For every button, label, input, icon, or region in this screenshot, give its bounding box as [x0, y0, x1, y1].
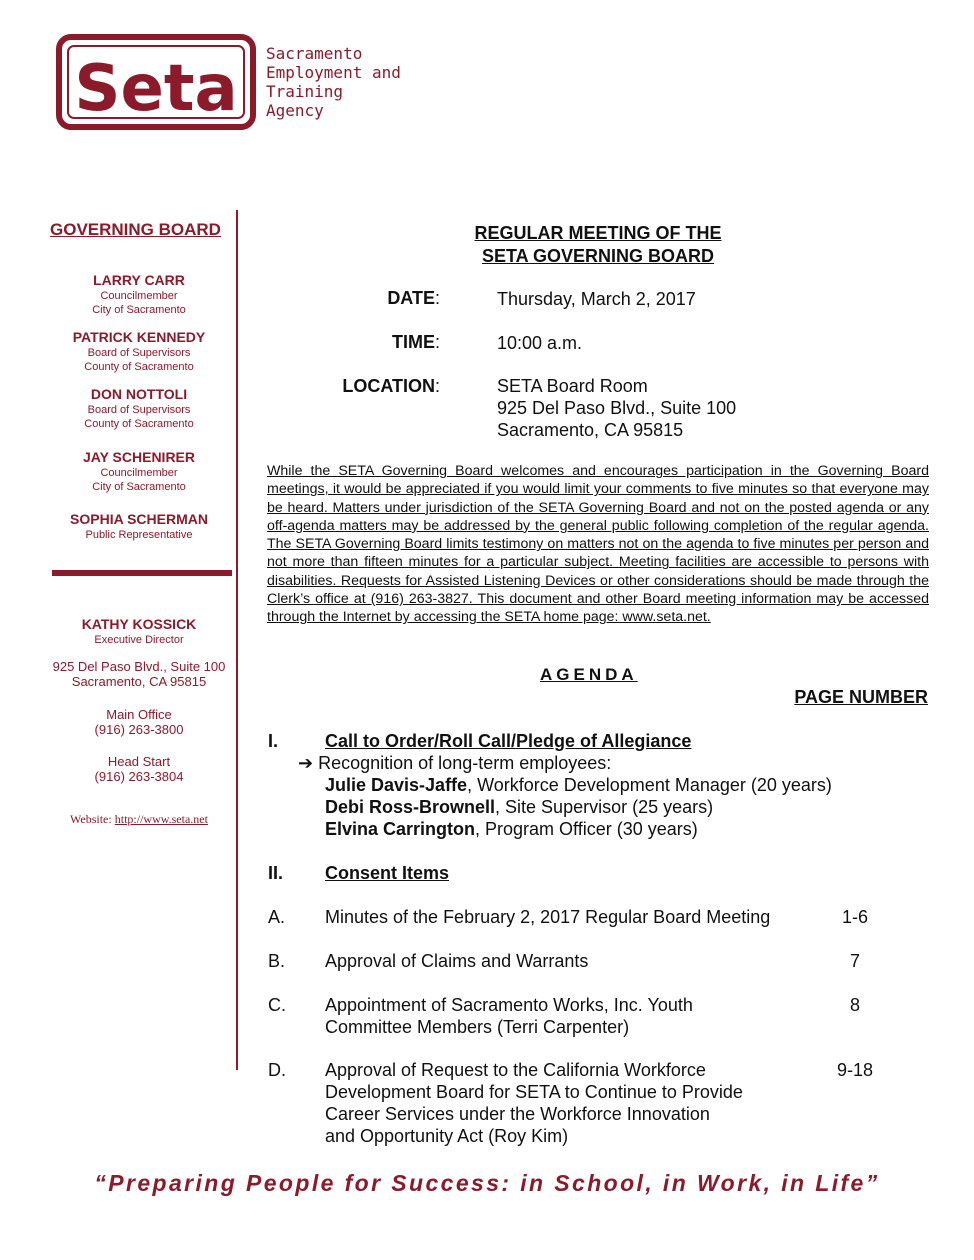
seta-logo — [56, 34, 256, 130]
employee-detail: , Program Officer (30 years) — [475, 819, 698, 839]
logo-mark: Seta — [74, 52, 238, 126]
location-value — [497, 375, 736, 441]
director-name: KATHY KOSSICK — [81, 616, 197, 632]
board-member — [44, 511, 234, 542]
board-member — [44, 449, 234, 494]
website-line — [44, 812, 234, 827]
meeting-title-line-2: SETA GOVERNING BOARD — [481, 246, 714, 266]
agenda-heading: AGENDA — [540, 665, 638, 684]
item-text — [325, 994, 693, 1038]
board-member — [44, 272, 234, 317]
employee-line — [325, 819, 698, 840]
date-value: Thursday, March 2, 2017 — [497, 289, 696, 309]
footer-slogan: “Preparing People for Success: in School, in Work, in Life” — [94, 1170, 880, 1196]
employee-detail: , Site Supervisor (25 years) — [495, 797, 714, 817]
board-member — [44, 386, 234, 431]
agency-address — [44, 659, 234, 689]
recognition-line — [298, 753, 611, 774]
website-link[interactable]: http://www.seta.net — [114, 812, 208, 826]
employee-name: Julie Davis-Jaffe — [325, 775, 468, 795]
meeting-title-line-1: REGULAR MEETING OF THE — [474, 223, 722, 243]
item-text — [325, 950, 588, 972]
member-role: Councilmember — [100, 467, 178, 479]
item-page: 1-6 — [841, 907, 868, 927]
member-org: City of Sacramento — [92, 481, 186, 493]
main-office-phone: (916) 263-3800 — [94, 722, 184, 737]
location-line-3: Sacramento, CA 95815 — [497, 420, 684, 440]
item-letter: C. — [268, 995, 286, 1015]
item-line: Committee Members (Terri Carpenter) — [325, 1017, 630, 1037]
location-line-2: 925 Del Paso Blvd., Suite 100 — [497, 398, 737, 418]
member-name: LARRY CARR — [93, 272, 185, 288]
time-label: TIME: — [391, 332, 440, 352]
item-letter: A. — [268, 907, 286, 927]
item-letter: B. — [268, 951, 286, 971]
arrow-icon: ➔ — [298, 753, 314, 773]
employee-line — [325, 775, 832, 796]
logo-line: Employment and — [266, 63, 401, 82]
item-text — [325, 906, 770, 928]
address-line-2: Sacramento, CA 95815 — [71, 674, 207, 689]
location-line-1: SETA Board Room — [497, 376, 648, 396]
time-value: 10:00 a.m. — [497, 333, 583, 353]
public-participation-notice: While the SETA Governing Board welcomes and encourages participation in the Governing Board meetings, it would be appreciated if you would limit your comments to five minutes so that everyone may be heard. Matters under jurisdiction of the SETA Governing Board and not on the posted agenda or any off-agenda matters may be addressed by the general public following completion of the regular agenda. The SETA Governing Board limits testimony on matters not on the agenda to five minutes per person and not more than fifteen minutes for a particular subject. Meeting facilities are accessible to persons with disabilities. Requests for Assisted Listening Devices or other considerations should be made through the Clerk’s office at (916) 263-3827. This document and other Board meeting information may be accessed through the Internet by accessing the SETA home page: www.seta.net. — [267, 463, 929, 626]
employee-name: Debi Ross-Brownell — [325, 797, 496, 817]
section-number: I. — [268, 731, 279, 751]
item-page: 8 — [849, 995, 860, 1015]
member-role: Board of Supervisors — [87, 404, 191, 416]
head-start-contact — [44, 754, 234, 784]
member-name: DON NOTTOLI — [90, 386, 188, 402]
employee-line — [325, 797, 713, 818]
item-letter: D. — [268, 1060, 286, 1080]
item-page: 9-18 — [836, 1060, 874, 1080]
recognition-text: Recognition of long-term employees: — [318, 753, 612, 773]
sidebar-divider — [236, 210, 238, 1070]
location-label: LOCATION: — [342, 376, 440, 396]
executive-director — [44, 616, 234, 647]
address-line-1: 925 Del Paso Blvd., Suite 100 — [52, 659, 226, 674]
sidebar-separator-bar — [52, 570, 232, 576]
member-role: Public Representative — [85, 529, 193, 541]
item-text — [325, 1059, 743, 1147]
head-start-phone: (916) 263-3804 — [94, 769, 184, 784]
item-line: Development Board for SETA to Continue to Provide — [325, 1082, 743, 1102]
item-line: and Opportunity Act (Roy Kim) — [325, 1126, 569, 1146]
logo-line: Agency — [266, 101, 324, 120]
logo-line: Training — [266, 82, 344, 101]
item-line: Appointment of Sacramento Works, Inc. Youth — [325, 995, 693, 1015]
member-org: County of Sacramento — [84, 361, 194, 373]
meeting-title — [440, 222, 756, 268]
item-page: 7 — [849, 951, 860, 971]
section-title: Call to Order/Roll Call/Pledge of Allegiance — [325, 731, 692, 751]
member-name: PATRICK KENNEDY — [72, 329, 206, 345]
main-office-label: Main Office — [106, 707, 172, 722]
section-title: Consent Items — [325, 863, 450, 883]
member-org: City of Sacramento — [92, 304, 186, 316]
head-start-label: Head Start — [107, 754, 171, 769]
logo-agency-name — [266, 44, 401, 120]
member-role: Councilmember — [100, 290, 178, 302]
section-number: II. — [268, 863, 284, 883]
item-line: Approval of Request to the California Workforce — [325, 1060, 706, 1080]
member-name: SOPHIA SCHERMAN — [70, 511, 208, 527]
board-member — [44, 329, 234, 374]
member-role: Board of Supervisors — [87, 347, 191, 359]
item-line: Minutes of the February 2, 2017 Regular Board Meeting — [325, 907, 771, 927]
page-number-heading: PAGE NUMBER — [794, 687, 928, 707]
director-role: Executive Director — [94, 634, 184, 646]
governing-board-heading: GOVERNING BOARD — [50, 220, 221, 239]
member-name: JAY SCHENIRER — [82, 449, 196, 465]
main-office-contact — [44, 707, 234, 737]
employee-name: Elvina Carrington — [325, 819, 476, 839]
item-line: Career Services under the Workforce Innovation — [325, 1104, 710, 1124]
employee-detail: , Workforce Development Manager (20 years) — [467, 775, 832, 795]
logo-line: Sacramento — [266, 44, 363, 63]
website-label: Website: — [70, 812, 115, 826]
item-line: Approval of Claims and Warrants — [325, 951, 589, 971]
member-org: County of Sacramento — [84, 418, 194, 430]
date-label: DATE: — [387, 288, 440, 308]
